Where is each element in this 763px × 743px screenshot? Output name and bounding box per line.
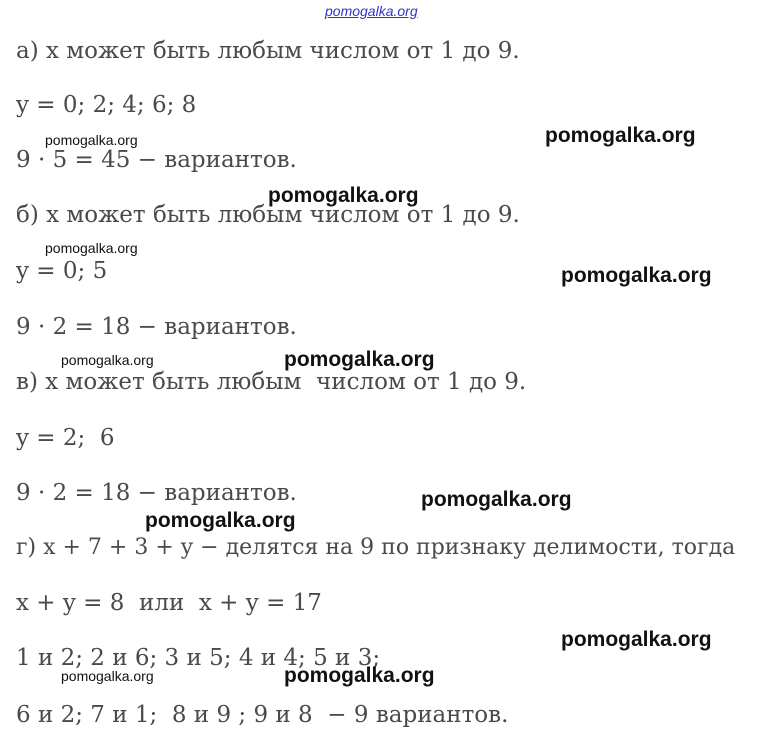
solution-line-g-sums: x + y = 8 или x + y = 17 [16, 590, 322, 616]
watermark: pomogalka.org [268, 184, 419, 207]
solution-line-v-condition: в) x может быть любым числом от 1 до 9. [16, 369, 527, 395]
solution-line-g-pairs-1: 1 и 2; 2 и 6; 3 и 5; 4 и 4; 5 и 3; [16, 645, 381, 671]
watermark: pomogalka.org [61, 352, 154, 368]
solution-line-b-condition: б) x может быть любым числом от 1 до 9. [16, 202, 520, 228]
solution-line-b-result: 9 · 2 = 18 − вариантов. [16, 314, 297, 340]
solution-line-v-y-values: y = 2; 6 [16, 425, 115, 451]
solution-line-a-result: 9 · 5 = 45 − вариантов. [16, 147, 297, 173]
watermark: pomogalka.org [284, 348, 435, 371]
watermark: pomogalka.org [561, 264, 712, 287]
header-watermark: pomogalka.org [325, 3, 418, 19]
watermark: pomogalka.org [421, 488, 572, 511]
solution-line-a-condition: а) x может быть любым числом от 1 до 9. [16, 38, 520, 64]
solution-line-g-pairs-2: 6 и 2; 7 и 1; 8 и 9 ; 9 и 8 − 9 вариантов. [16, 702, 509, 728]
watermark: pomogalka.org [61, 668, 154, 684]
solution-line-g-condition: г) x + 7 + 3 + y − делятся на 9 по признаку делимости, тогда [16, 535, 736, 560]
watermark: pomogalka.org [45, 132, 138, 148]
watermark: pomogalka.org [284, 664, 435, 687]
solution-line-b-y-values: y = 0; 5 [16, 258, 108, 284]
solution-line-v-result: 9 · 2 = 18 − вариантов. [16, 480, 297, 506]
watermark: pomogalka.org [561, 628, 712, 651]
watermark: pomogalka.org [45, 240, 138, 256]
solution-line-a-y-values: y = 0; 2; 4; 6; 8 [16, 92, 197, 118]
watermark: pomogalka.org [145, 509, 296, 532]
watermark: pomogalka.org [545, 124, 696, 147]
